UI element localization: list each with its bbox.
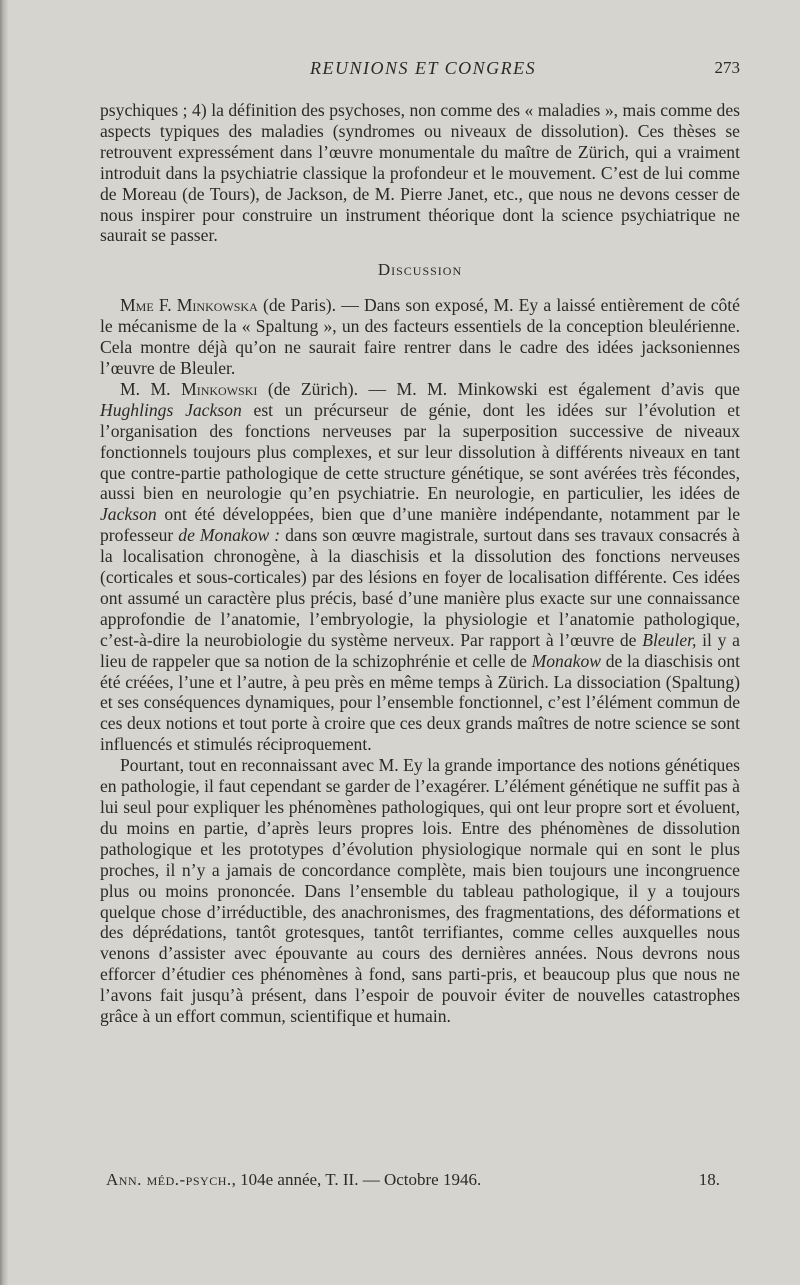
- journal-name: Ann. méd.-psych.: [106, 1170, 232, 1189]
- italic-name: Monakow: [531, 650, 601, 671]
- paragraph-minkowska: [100, 295, 740, 379]
- paragraph-text: ont été développées, bien que d’une manière indépendante, notamment par le professeur: [100, 504, 740, 546]
- speaker-name: M. M. Minkowski: [120, 378, 258, 399]
- italic-name: de Monakow :: [178, 525, 281, 546]
- running-head: REUNIONS ET CONGRES: [310, 58, 537, 78]
- section-heading-discussion: Discussion: [377, 260, 463, 280]
- paragraph-text: de la diaschisis ont été créées, l’une et l’autre, à peu près en même temps à Zürich. La dissociation (Spaltung) et ses conséquences dynamiques, pour l’ensemble fonctionnel, c’est l’élément commun de ces deux notions et tout porte à croire que ces deux grands maîtres de notre science se sont influencés et stimulés réciproquement.: [100, 650, 740, 755]
- journal-citation: [106, 1170, 481, 1190]
- speaker-name: Mme F. Minkowska: [120, 295, 258, 316]
- page-header: [100, 58, 740, 86]
- paragraph-text: (de Paris). — Dans son exposé, M. Ey a laissé entièrement de côté le mécanisme de la « Spaltung », un des facteurs essentiels de la conception bleulérienne. Cela montre déjà qu’on ne saurait faire rentrer dans le cadre des idées jacksoniennes l’œuvre de Bleuler.: [100, 295, 740, 378]
- italic-name: Jackson: [100, 504, 157, 525]
- paragraph-text: dans son œuvre magistrale, surtout dans ses travaux consacrés à la localisation chronogène, à la diaschisis et la dissolution des fonctions nerveuses (corticales et sous-corticales) par des lésions en foyer de localisation différente. Ces idées ont assumé un caractère plus précis, basé d’une manière plus exacte sur une connaissance approfondie de l’anatomie, l’embryologie, la physiologie et l’anatomie pathologique, c’est-à-dire la neurobiologie du système nerveux. Par rapport à l’œuvre de: [100, 525, 740, 650]
- italic-name: Bleuler,: [642, 629, 697, 650]
- paragraph-minkowski: [100, 379, 740, 755]
- paragraph-text: (de Zürich). — M. M. Minkowski est également d’avis que: [257, 378, 740, 399]
- page-binding-edge: [0, 0, 8, 1285]
- paragraph-text: est un précurseur de génie, dont les idées sur l’évolution et l’organisation des fonctions nerveuses par la superposition successive de niveaux fonctionnels toujours plus complexes, et sur leur dissolution à différents niveaux en tant que contre-partie pathologique de cette structure génétique, se sont avérées très fécondes, aussi bien en neurologie qu’en psychiatrie. En neurologie, en particulier, les idées de: [100, 399, 740, 504]
- signature-mark: 18.: [698, 1170, 720, 1189]
- page-footer: [106, 1170, 720, 1192]
- citation-details: , 104e année, T. II. — Octobre 1946.: [231, 1170, 482, 1189]
- opening-paragraph: psychiques ; 4) la définition des psychoses, non comme des « maladies », mais comme des aspects typiques des maladies (syndromes ou niveaux de dissolution). Ces thèses se retrouvent expressément dans l’œuvre monumentale du maître de Zürich, qui a vraiment introduit dans la psychiatrie classique la profondeur et le mouvement. C’est de lui comme de Moreau (de Tours), de Jackson, de M. Pierre Janet, etc., que nous ne devons cesser de nous inspirer pour construire un instrument théorique dont la science psychiatrique ne saurait se passer.: [100, 100, 740, 246]
- closing-paragraph: Pourtant, tout en reconnaissant avec M. Ey la grande importance des notions génétiques en pathologie, il faut cependant se garder de l’exagérer. L’élément génétique ne suffit pas à lui seul pour expliquer les phénomènes pathologiques, qui ont leur propre sort et évoluent, du moins en partie, d’après leurs propres lois. Entre des phénomènes de dissolution pathologique et les prototypes d’évolution physiologique normale qui en sont le plus proches, il n’y a jamais de concordance complète, mais bien toujours une incongruence plus ou moins prononcée. Dans l’ensemble du tableau pathologique, il y a toujours quelque chose d’irréductible, des anachronismes, des fragmentations, des déformations et des déprédations, tantôt grotesques, tantôt terrifiantes, comme celles auxquelles nous venons d’assister avec épouvante au cours des dernières années. Nous devrons nous efforcer d’étudier ces phénomènes à fond, sans parti-pris, et beaucoup plus que nous ne l’avons fait jusqu’à présent, dans l’espoir de pouvoir éviter de nouvelles catastrophes grâce à un effort commun, scientifique et humain.: [100, 755, 740, 1027]
- paragraph-text: il y a lieu de rappeler que sa notion de la schizophrénie et celle de: [100, 629, 740, 671]
- page-number: 273: [714, 58, 740, 77]
- italic-name: Hughlings Jackson: [100, 399, 242, 420]
- main-text: [100, 100, 740, 1027]
